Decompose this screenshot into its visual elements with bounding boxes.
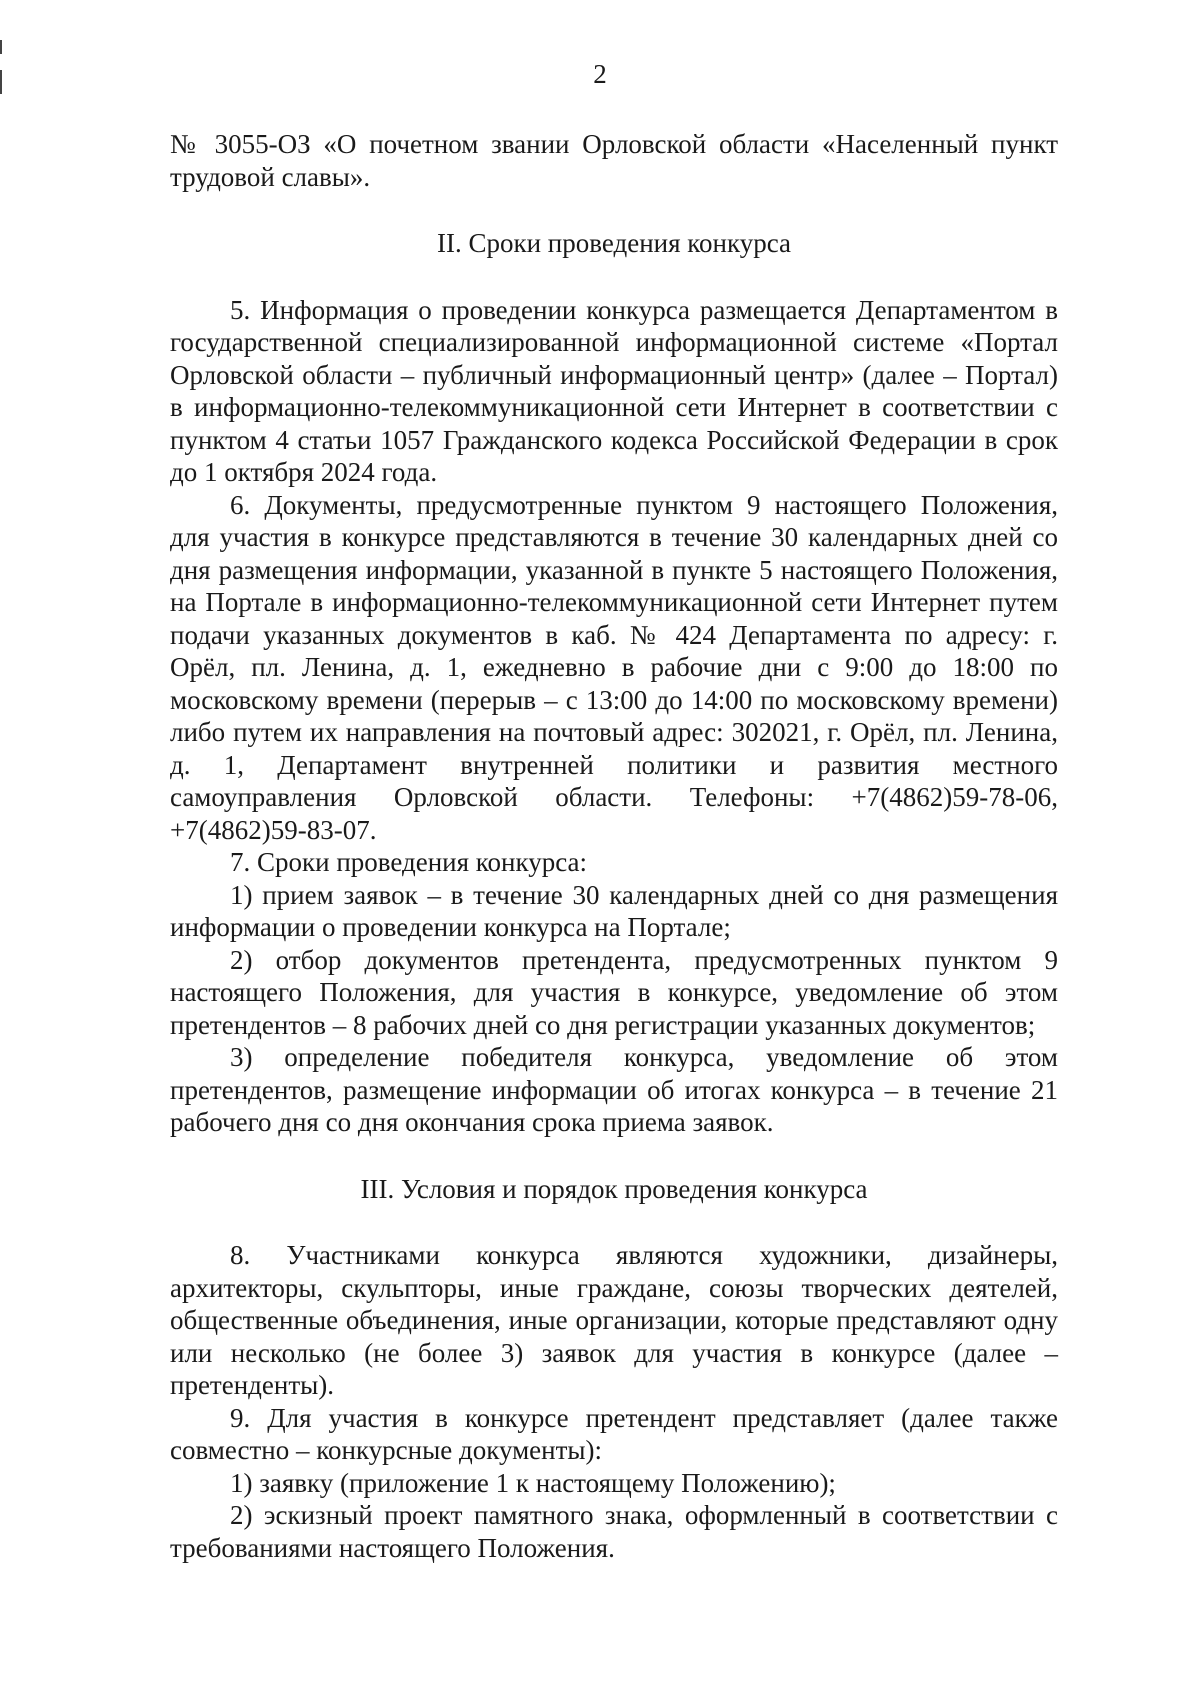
paragraph-7-item-1: 1) прием заявок – в течение 30 календарных дней со дня размещения информации о проведении конкурса на Портале; <box>170 879 1058 942</box>
paragraph-8: 8. Участниками конкурса являются художники, дизайнеры, архитекторы, скульпторы, иные граждане, союзы творческих деятелей, общественные объединения, иные организации, которые представляют одну или несколько (не более 3) заявок для участия в конкурсе (далее – претенденты). <box>170 1240 1058 1400</box>
document-body <box>170 128 1058 1564</box>
paragraph-5: 5. Информация о проведении конкурса размещается Департаментом в государственной специализированной информационной системе «Портал Орловской области – публичный информационный центр» (далее – Портал) в информационно-телекоммуникационной сети Интернет в соответствии с пунктом 4 статьи 1057 Гражданского кодекса Российской Федерации в срок до 1 октября 2024 года. <box>170 294 1058 487</box>
paragraph-9-item-2: 2) эскизный проект памятного знака, оформленный в соответствии с требованиями настоящего Положения. <box>170 1500 1058 1563</box>
paragraph-9: 9. Для участия в конкурсе претендент представляет (далее также совместно – конкурсные документы): <box>170 1402 1058 1465</box>
paragraph-7-item-2: 2) отбор документов претендента, предусмотренных пунктом 9 настоящего Положения, для участия в конкурсе, уведомление об этом претендентов – 8 рабочих дней со дня регистрации указанных документов; <box>170 944 1058 1040</box>
section-3-heading: III. Условия и порядок проведения конкурса <box>360 1173 868 1204</box>
intro-fragment: № 3055-ОЗ «О почетном звании Орловской области «Населенный пункт трудовой славы». <box>170 129 1058 192</box>
paragraph-9-item-1: 1) заявку (приложение 1 к настоящему Положению); <box>230 1467 836 1498</box>
paragraph-6: 6. Документы, предусмотренные пунктом 9 настоящего Положения, для участия в конкурсе представляются в течение 30 календарных дней со дня размещения информации, указанной в пункте 5 настоящего Положения, на Портале в информационно-телекоммуникационной сети Интернет путем подачи указанных документов в каб. № 424 Департамента по адресу: г. Орёл, пл. Ленина, д. 1, ежедневно в рабочие дни с 9:00 до 18:00 по московскому времени (перерыв – с 13:00 до 14:00 по московскому времени) либо путем их направления на почтовый адрес: 302021, г. Орёл, пл. Ленина, д. 1, Департамент внутренней политики и развития местного самоуправления Орловской области. Телефоны: +7(4862)59-78-06, +7(4862)59-83-07. <box>170 489 1058 845</box>
section-2-heading: II. Сроки проведения конкурса <box>437 228 791 258</box>
scan-artifact <box>0 40 2 54</box>
page-number: 2 <box>593 59 607 89</box>
paragraph-7-item-3: 3) определение победителя конкурса, уведомление об этом претендентов, размещение информации об итогах конкурса – в течение 21 рабочего дня со дня окончания срока приема заявок. <box>170 1042 1058 1137</box>
paragraph-7: 7. Сроки проведения конкурса: <box>230 847 588 877</box>
